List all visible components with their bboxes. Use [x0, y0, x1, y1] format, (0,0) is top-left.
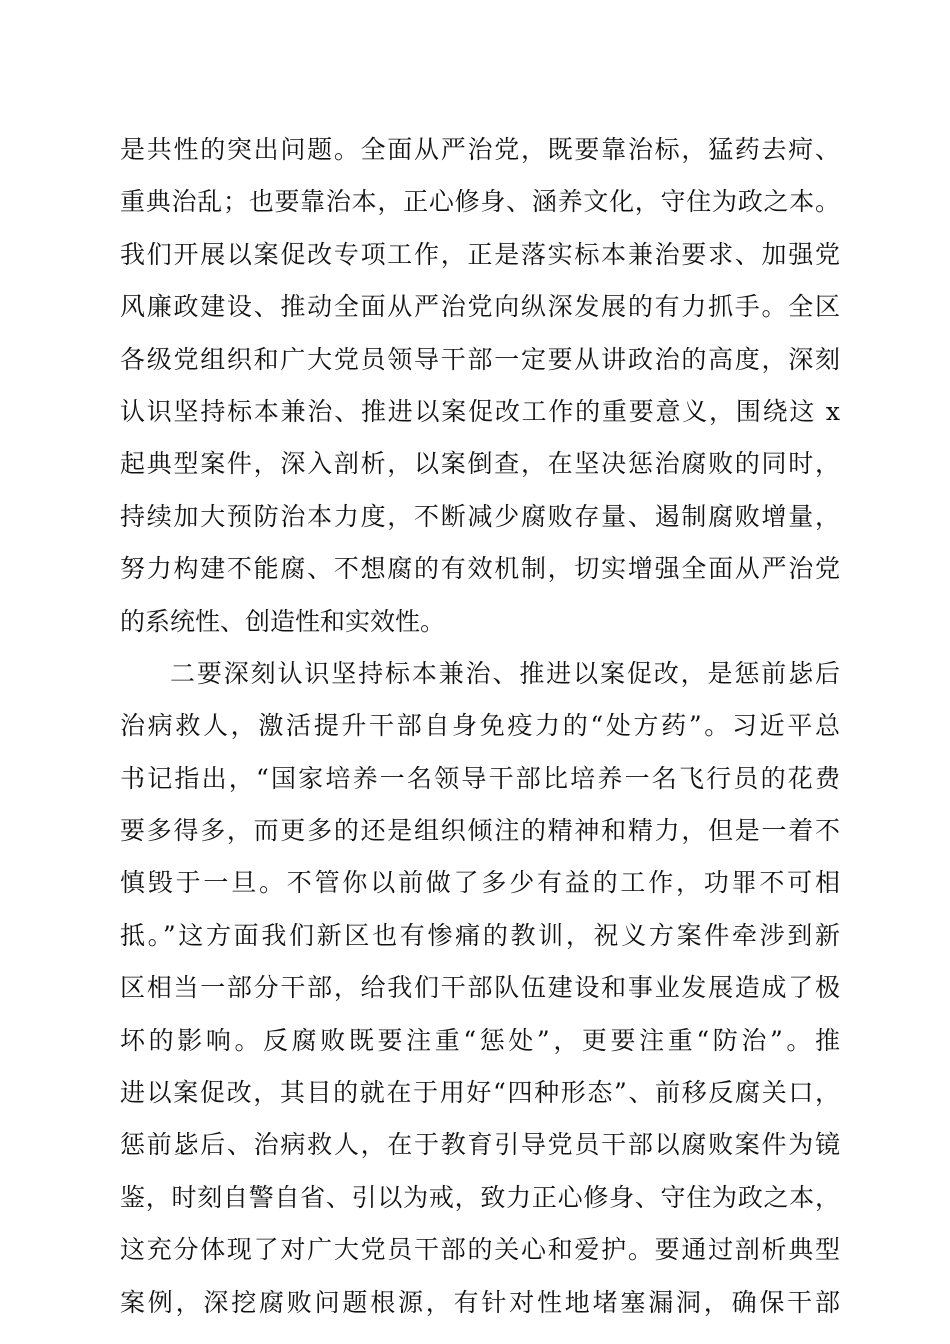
paragraph-line: 起典型案件，深入剖析，以案倒查，在坚决惩治腐败的同时，	[120, 449, 840, 479]
paragraph-line: 是共性的突出问题。全面从严治党，既要靠治标，猛药去疴、	[120, 135, 840, 164]
paragraph-line: 要多得多，而更多的还是组织倾注的精神和精力，但是一着不	[120, 816, 840, 846]
paragraph-line: 重典治乱；也要靠治本，正心修身、涵养文化，守住为政之本。	[120, 187, 840, 217]
paragraph-line: 持续加大预防治本力度，不断减少腐败存量、遏制腐败增量，	[120, 501, 840, 531]
paragraph-line: 区相当一部分干部，给我们干部队伍建设和事业发展造成了极	[120, 973, 840, 1003]
paragraph-line: 的系统性、创造性和实效性。	[120, 606, 446, 636]
paragraph-line: 案例，深挖腐败问题根源，有针对性地堵塞漏洞，确保干部	[120, 1287, 840, 1317]
paragraph-line: 进以案促改，其目的就在于用好“四种形态”、前移反腐关口，	[120, 1078, 840, 1108]
paragraph-line: 风廉政建设、推动全面从严治党向纵深发展的有力抓手。全区	[120, 292, 840, 322]
paragraph-line: 各级党组织和广大党员领导干部一定要从讲政治的高度，深刻	[120, 344, 840, 374]
paragraph-line: 鉴，时刻自警自省、引以为戒，致力正心修身、守住为政之本，	[120, 1182, 840, 1212]
paragraph-1	[120, 124, 840, 648]
paragraph-line: 认识坚持标本兼治、推进以案促改工作的重要意义，围绕这 x	[120, 396, 840, 426]
paragraph-line: 二要深刻认识坚持标本兼治、推进以案促改，是惩前毖后	[170, 658, 840, 688]
paragraph-line: 慎毁于一旦。不管你以前做了多少有益的工作，功罪不可相	[120, 868, 840, 898]
paragraph-2	[120, 648, 840, 1329]
paragraph-line: 惩前毖后、治病救人，在于教育引导党员干部以腐败案件为镜	[120, 1130, 840, 1160]
paragraph-line: 我们开展以案促改专项工作，正是落实标本兼治要求、加强党	[120, 239, 840, 269]
paragraph-line: 书记指出，“国家培养一名领导干部比培养一名飞行员的花费	[120, 763, 840, 793]
paragraph-line: 这充分体现了对广大党员干部的关心和爱护。要通过剖析典型	[120, 1235, 840, 1265]
paragraph-line: 抵。”这方面我们新区也有惨痛的教训，祝义方案件牵涉到新	[120, 920, 840, 950]
document-body	[120, 124, 840, 1329]
paragraph-line: 坏的影响。反腐败既要注重“惩处”，更要注重“防治”。推	[120, 1025, 840, 1055]
paragraph-line: 努力构建不能腐、不想腐的有效机制，切实增强全面从严治党	[120, 554, 840, 584]
paragraph-line: 治病救人，激活提升干部自身免疫力的“处方药”。习近平总	[120, 711, 840, 741]
